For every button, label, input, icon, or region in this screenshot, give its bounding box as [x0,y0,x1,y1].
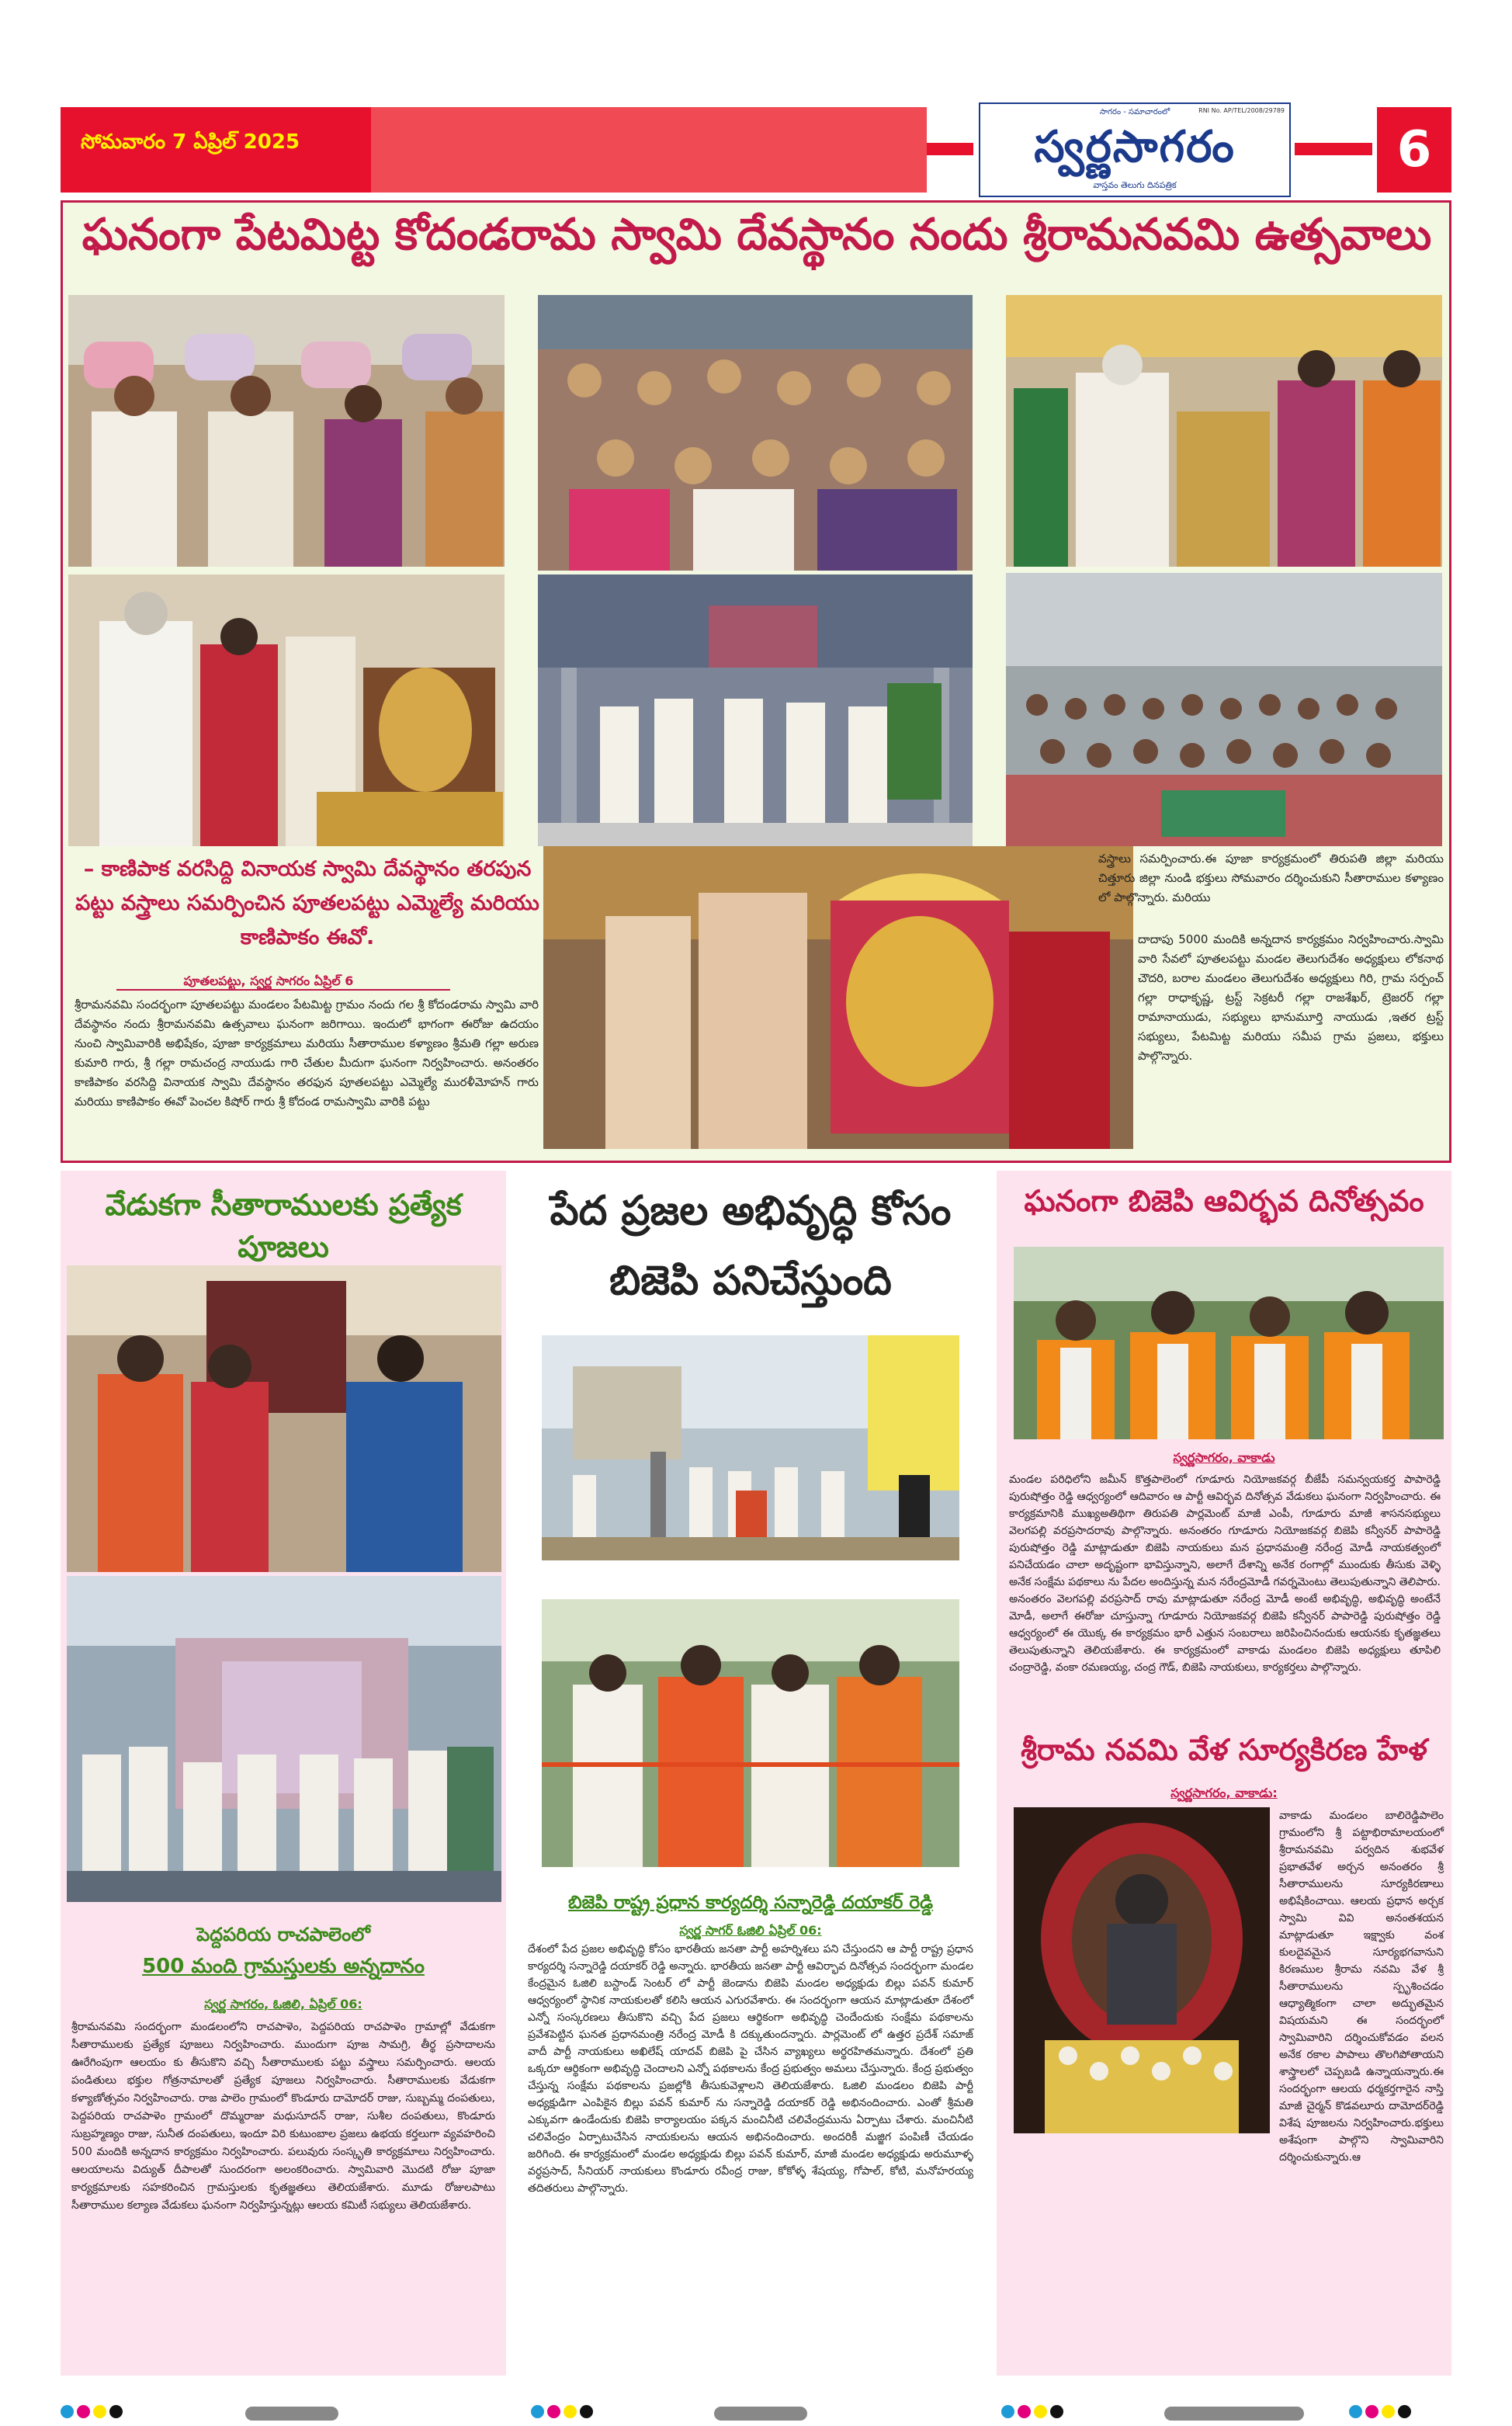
registration-bar-mid [714,2407,807,2421]
masthead-tagline-bottom: వాస్తవం తెలుగు దినపత్రిక [1093,180,1177,190]
page-header [61,107,1451,193]
top-story-caption: – కాణిపాక వరసిద్ది వినాయక స్వామి దేవస్థానం తరపున పట్టు వస్త్రాలు సమర్పించిన పూతలపట్టు ఎమ్మెల్యే మరియు కాణిపాకం ఈవో. [75,857,539,949]
dateline-rule [116,989,450,991]
photo-temple-pandal [67,1576,501,1902]
registration-dots-left [61,2405,126,2422]
photo-ribbon-cutting [542,1599,959,1867]
registration-bar-left [245,2407,338,2421]
masthead-tagline-top: సాగరం - సమాచారంలో [1099,108,1170,116]
right-column-body-2: వాకాడు మండలం బాలిరెడ్డిపాలెం గ్రామంలోని శ్రీ పట్టాభిరామాలయంలో శ్రీరామనవమి పర్వదిన శుభవేళ ప్రభాతవేళ అర్చన అనంతరం శ్రీ సీతారాములను సూర్యకిరణాలు అభిషేకించాయి. ఆలయ ప్రధాన అర్చక స్వామి వివి అనంతశయన మాట్లాడుతూ ఇక్ష్వాకు వంశ కులదైవమైన సూర్యభగవానుని కిరణముల శ్రీరామ నవమి వేళ శ్రీ సీతారాములను స్పృశించడం ఆధ్యాత్మికంగా చాలా అద్భుతమైన విషయమని ఈ సందర్భంలో స్వామివారిని దర్శించుకోవడం వలన అనేక రకాల పాపాలు తొలగిపోతాయని శాస్త్రాలలో చెప్పబడి ఉన్నాయన్నారు.ఈ సందర్భంగా ఆలయ ధర్మకర్తగారైన నాస్తి మాజీ చైర్మన్ కొడవలూరు దామోదర్‌రెడ్డి విశేష పూజలను నిర్వహించారు.భక్తులు అశేషంగా పాల్గొని స్వామివారిని దర్శించుకున్నారు.ఆ [1279,1810,1444,2164]
top-story-body-right-b: దాదాపు 5000 మందికి అన్నదాన కార్యక్రమం నిర్వహించారు.స్వామి వారి సేవలో పూతలపట్టు మండల తెలుగుదేశం అధ్యక్షులు లోకనాథ చౌదరి, బరాల మండలం తెలుగుదేశం అధ్యక్షులు గిరి, గ్రామ సర్పంచ్ గల్లా రాధాకృష్ణ, ట్రస్ట్ సెక్రటరీ గల్లా రాజశేఖర్, ట్రెజరర్ గల్లా రామానాయుడు, సభ్యులు భానుమూర్తి నాయుడు ,ఇతర ట్రస్ట్ సభ్యులు, పేటమిట్ట మరియు సమీప గ్రామ ప్రజలు, భక్తులు పాల్గొన్నారు. [1138,932,1444,1063]
header-red-band [371,107,927,193]
right-column-headline-2: శ్రీరామ నవమి వేళ సూర్యకిరణ హేళ [1021,1733,1427,1767]
right-column-dateline-2: స్వర్ణసాగరం, వాకాడు: [1170,1786,1278,1800]
mid-column-headline-line1: పేద ప్రజల అభివృద్ధి కోసం [550,1188,952,1234]
mid-column-caption: బిజెపి రాష్ట్ర ప్రధాన కార్యదర్శి సన్నారెడ్డి దయాకర్ రెడ్డి [567,1893,934,1913]
page-number: 6 [1377,107,1451,193]
issue-date: సోమవారం 7 ఏప్రిల్ 2025 [61,107,371,193]
right-column-dateline: స్వర్ణసాగరం, వాకాడు [1173,1450,1275,1465]
photo-sita-rama-puja [67,1265,501,1572]
photo-deity-aarti [543,846,1133,1149]
left-column-headline: వేడుకగా సీతారాములకు ప్రత్యేక పూజలు [105,1188,462,1264]
top-story-dateline: పూతలపట్టు, స్వర్ణ సాగరం ఏప్రిల్ 6 [183,974,354,988]
top-story-headline: ఘనంగా పేటమిట్ట కోదండరామ స్వామి దేవస్థానం నందు శ్రీరామనవమి ఉత్సవాలు [81,210,1432,260]
masthead-issn: RNI No. AP/TEL/2008/29789 [1198,107,1285,114]
top-story-body-left: శ్రీరామనవమి సందర్భంగా పూతలపట్టు మండలం పేటమిట్ట గ్రామం నందు గల శ్రీ కోదండరామ స్వామి వారి దేవస్థానం నందు శ్రీరామనవమి ఉత్సవాలు ఘనంగా జరిగాయి. ఇందులో భాగంగా ఈరోజు ఉదయం నుంచి స్వామివారికి అభిషేకం, పూజా కార్యక్రమాలు మరియు సీతారాముల కళ్యాణం శ్రీమతి గల్లా అరుణ కుమారి గారు, శ్రీ గల్లా రామచంద్ర నాయుడు గారి చేతుల మీదుగా ఘనంగా నిర్వహించారు. అనంతరం కాణిపాకం వరసిద్ది వినాయక స్వామి దేవస్థానం తరఫున పూతలపట్టు ఎమ్మెల్యే మురళీమోహన్ గారు మరియు కాణిపాకం ఈవో పెంచల కిషోర్ గారు శ్రీ కోదండ రామస్వామి వారికి పట్టు [75,998,539,1109]
registration-dots-edge [1349,2405,1414,2422]
left-column-dateline: స్వర్ణ సాగరం, ఓజిలి, ఏప్రిల్ 06: [204,1997,362,2011]
photo-kalyanam-ritual [1006,295,1442,567]
masthead-name: స్వర్ణసాగరం [1034,121,1236,172]
top-story-body-right-a: వస్త్రాలు సమర్పించారు.ఈ పూజా కార్యక్రమంలో తిరుపతి జిల్లా మరియు చిత్తూరు జిల్లా నుండి భక్తులు సోమవారం దర్శించుకుని సీతారాముల కళ్యాణం లో పాల్గొన్నారు. మరియు [1098,852,1444,904]
left-column-body: శ్రీరామనవమి సందర్భంగా మండలంలోని రాచపాళెం, పెద్దపరియ రాచపాళెం గ్రామాల్లో వేడుకగా సీతారాములకు ప్రత్యేక పూజలు నిర్వహించారు. ముందుగా పూజ సామగ్రి, తీర్థ ప్రసాదాలను ఊరేగింపుగా ఆలయం కు తీసుకొని వచ్చి సీతారాములకు పట్టు వస్త్రాలు సమర్పించారు. ఆలయ పండితులు భక్తుల గోత్రనామాలతో ప్రత్యేక పూజలు నిర్వహించారు. సీతారాములకు వేడుకగా కళ్యాణోత్సవం నిర్వహించారు. రాజ పాలెం గ్రామంలో కొండూరు దామోదర్ రాజు, సుబ్బమ్మ దంపతులు, పెద్దపరియ రాచపాళెం గ్రామంలో దొమ్మరాజు మధుసూదన్ రాజు, సుశీల దంపతులు, కొండూరు సుబ్రహ్మణ్యం రాజు, సునీత దంపతులు, ఇందూ విరి కుటుంబాల ప్రజలు ఉభయ కర్తలుగా వ్యవహరించి 500 మందికి అన్నదాన కార్యక్రమం నిర్వహించారు. పలువురు సంస్కృతి కార్యక్రమాలు నిర్వహించారు. ఆలయాలను విద్యుత్ దీపాలతో సుందరంగా అలంకరించారు. స్వామివారి మొదటి రోజు పూజా కార్యక్రమాలకు సహకరించిన గ్రామస్తులకు కృతజ్ఞతలు తెలియజేశారు. మూడు రోజులపాటు సీతారాముల కల్యాణ వేడుకలు ఘనంగా నిర్వహిస్తున్నట్లు ఆలయ కమిటీ సభ్యులు తెలియజేశారు. [71,2021,495,2212]
header-red-bar-right [1295,143,1372,155]
mid-column-dateline: స్వర్ణ సాగర్ ఓజిలి ఏప్రిల్ 06: [679,1923,822,1938]
photo-mla-offering [68,574,505,846]
left-column-caption-line2: 500 మంది గ్రామస్తులకు అన్నదానం [142,1955,425,1978]
photo-surya-kirana-deity [1014,1807,1270,2133]
registration-bar-right [1164,2407,1304,2421]
photo-annadanam-hall [1006,573,1442,846]
photo-flag-hoisting [542,1335,959,1560]
registration-dots-mid [531,2405,596,2422]
photo-procession [68,295,505,567]
photo-devotees-crowd [538,295,973,571]
photo-bjp-leaders [1014,1247,1444,1439]
mid-column-headline-line2: బిజెపి పనిచేస్తుంది [609,1258,892,1304]
right-column-body: మండల పరిధిలోని జమీన్ కొత్తపాలెంలో గూడూరు నియోజకవర్గ బీజేపీ సమన్వయకర్త పాపారెడ్డి పురుషోత్తం రెడ్డి ఆధ్వర్యంలో ఆదివారం ఆ పార్టీ ఆవిర్భవ దినోత్సవ వేడుకలు ఘనంగా నిర్వహించారు. ఈ కార్యక్రమానికి ముఖ్యఅతిథిగా తిరుపతి పార్లమెంట్ మాజీ ఎంపీ, గూడూరు మాజీ శాసనసభ్యులు వెలగపల్లి వరప్రసాదరావు పాల్గొన్నారు. అనంతరం గూడూరు నియోజకవర్గ బిజెపి కన్వీనర్ పాపారెడ్డి పురుషోత్తం రెడ్డి మాట్లాడుతూ బిజెపి నాయకులు మన ప్రధానమంత్రి నరేంద్ర మోడీ నాయకత్వంలో పనిచేయడం చాలా అదృష్టంగా భావిస్తున్నాని, అలాగే దేశాన్ని అనేక రంగాల్లో ముందుకు తీసుకు వెళ్ళి అనేక సంక్షేమ పథకాలు ను పేదల అందిస్తున్న మన నరేంద్రమోడీ గవర్నమెంటు తెలుపుతున్నాని తెలిపారు. అనంతరం వెలగపల్లి వరప్రసాద్ రావు మాట్లాడుతూ నరేంద్ర మోడీ అంటే అభివృద్ధి, అభివృద్ధి అంటేనే మోడీ, అలాగే ఈరోజు చూస్తున్నా గూడూరు నియోజకవర్గ బిజెపి కన్వీనర్ పాపారెడ్డి పురుషోత్తం రెడ్డి ఆధ్వర్యంలో ఈ యొక్క ఈ కార్యక్రమం భారీ ఎత్తున సంబరాలు జరిపించినందుకు ఆయనకు కృతజ్ఞతలు తెలుపుతున్నాని తెలియజేశారు. ఈ కార్యక్రమంలో వాకాడు మండలం బిజెపి అధ్యక్షులు తూపిలి చంద్రారెడ్డి, వంకా రమణయ్య, చంద్ర గౌడ్, బిజెపి నాయకులు, కార్యకర్తలు పాల్గొన్నారు. [1009,1473,1441,1674]
registration-dots-right [1001,2405,1066,2422]
header-red-bar-left [927,143,973,155]
photo-temple-mandapam [538,574,973,846]
left-column-caption-line1: పెద్దపరియ రాచపాలెంలో [196,1924,370,1945]
mid-column-body: దేశంలో పేద ప్రజల అభివృద్ధి కోసం భారతీయ జనతా పార్టీ అహర్నిశలు పని చేస్తుందని ఆ పార్టీ రాష్ట్ర ప్రధాన కార్యదర్శి సన్నారెడ్డి దయాకర్ రెడ్డి అన్నారు. భారతీయ జనతా పార్టీ ఆవిర్భావ దినోత్సవ సందర్భంగా మండల కేంద్రమైన ఓజిలి బస్టాండ్ సెంటర్ లో పార్టీ జెండాను బిజెపి మండల అధ్యక్షుడు బిల్లు పవన్ కుమార్ ఆధ్వర్యంలో స్థానిక నాయకులతో కలిసి ఆయన ఎగురవేశారు. ఈ సందర్భంగా ఆయన మాట్లాడుతూ దేశంలో ఎన్నో సంస్కరణలు తీసుకొని వచ్చి పేద ప్రజలు ఆర్థికంగా అభివృద్ధి చెందేందుకు సంక్షేమ పథకాలను ప్రవేశపెట్టిన ఘనత ప్రధానమంత్రి నరేంద్ర మోడీ కి దక్కుతుందన్నారు. పార్లమెంట్ లో ఉత్తర ప్రదేశ్ సమాజ్ వాదీ పార్టీ నాయకులు అఖిలేష్ యాదవ్ బిజెపి పై చేసిన వ్యాఖ్యలు అర్థరహితమన్నారు. దేశంలో ప్రతి ఒక్కరూ ఆర్థికంగా అభివృద్ధి చెందాలని ఎన్నో పథకాలను కేంద్ర ప్రభుత్వం అమలు చేస్తున్నారు. కేంద్ర ప్రభుత్వం చేస్తున్న సంక్షేమ పథకాలను ప్రజల్లోకి తీసుకువెళ్లాలని తెలియజేశారు. ఓజిలి మండలం బిజెపి పార్టీ అధ్యక్షుడిగా ఎంపికైన బిల్లు పవన్ కుమార్ ను సన్నారెడ్డి దయాకర్ రెడ్డి అభినందించారు. ఎంతో శ్రీమతి ఎక్కువగా ఉండేందుకు బిజెపి కార్యాలయం పక్కన మంచినీటి చలివేంద్రమును ఏర్పాటు చేశారు. మంచినీటి చలివేంద్రం ఏర్పాటుచేసిన నాయకులను ఆయన అభినందించారు. అందరికీ మజ్జిగ పంపిణీ చేయడం జరిగింది. ఈ కార్యక్రమంలో మండల అధ్యక్షుడు బిల్లు పవన్ కుమార్, మాజీ మండల అధ్యక్షుడు అరుమూళ్ళ వర్ధప్రసాద్, సీనియర్ నాయకులు కొండూరు రవీంద్ర రాజు, కోకోళ్ళ శేషయ్య, గోపాల్, కోటి, మనోహరయ్య తదితరులు పాల్గొన్నారు. [528,1943,973,2195]
right-column-headline: ఘనంగా బిజెపి ఆవిర్భవ దినోత్సవం [1024,1184,1424,1218]
masthead-logo [979,102,1291,197]
